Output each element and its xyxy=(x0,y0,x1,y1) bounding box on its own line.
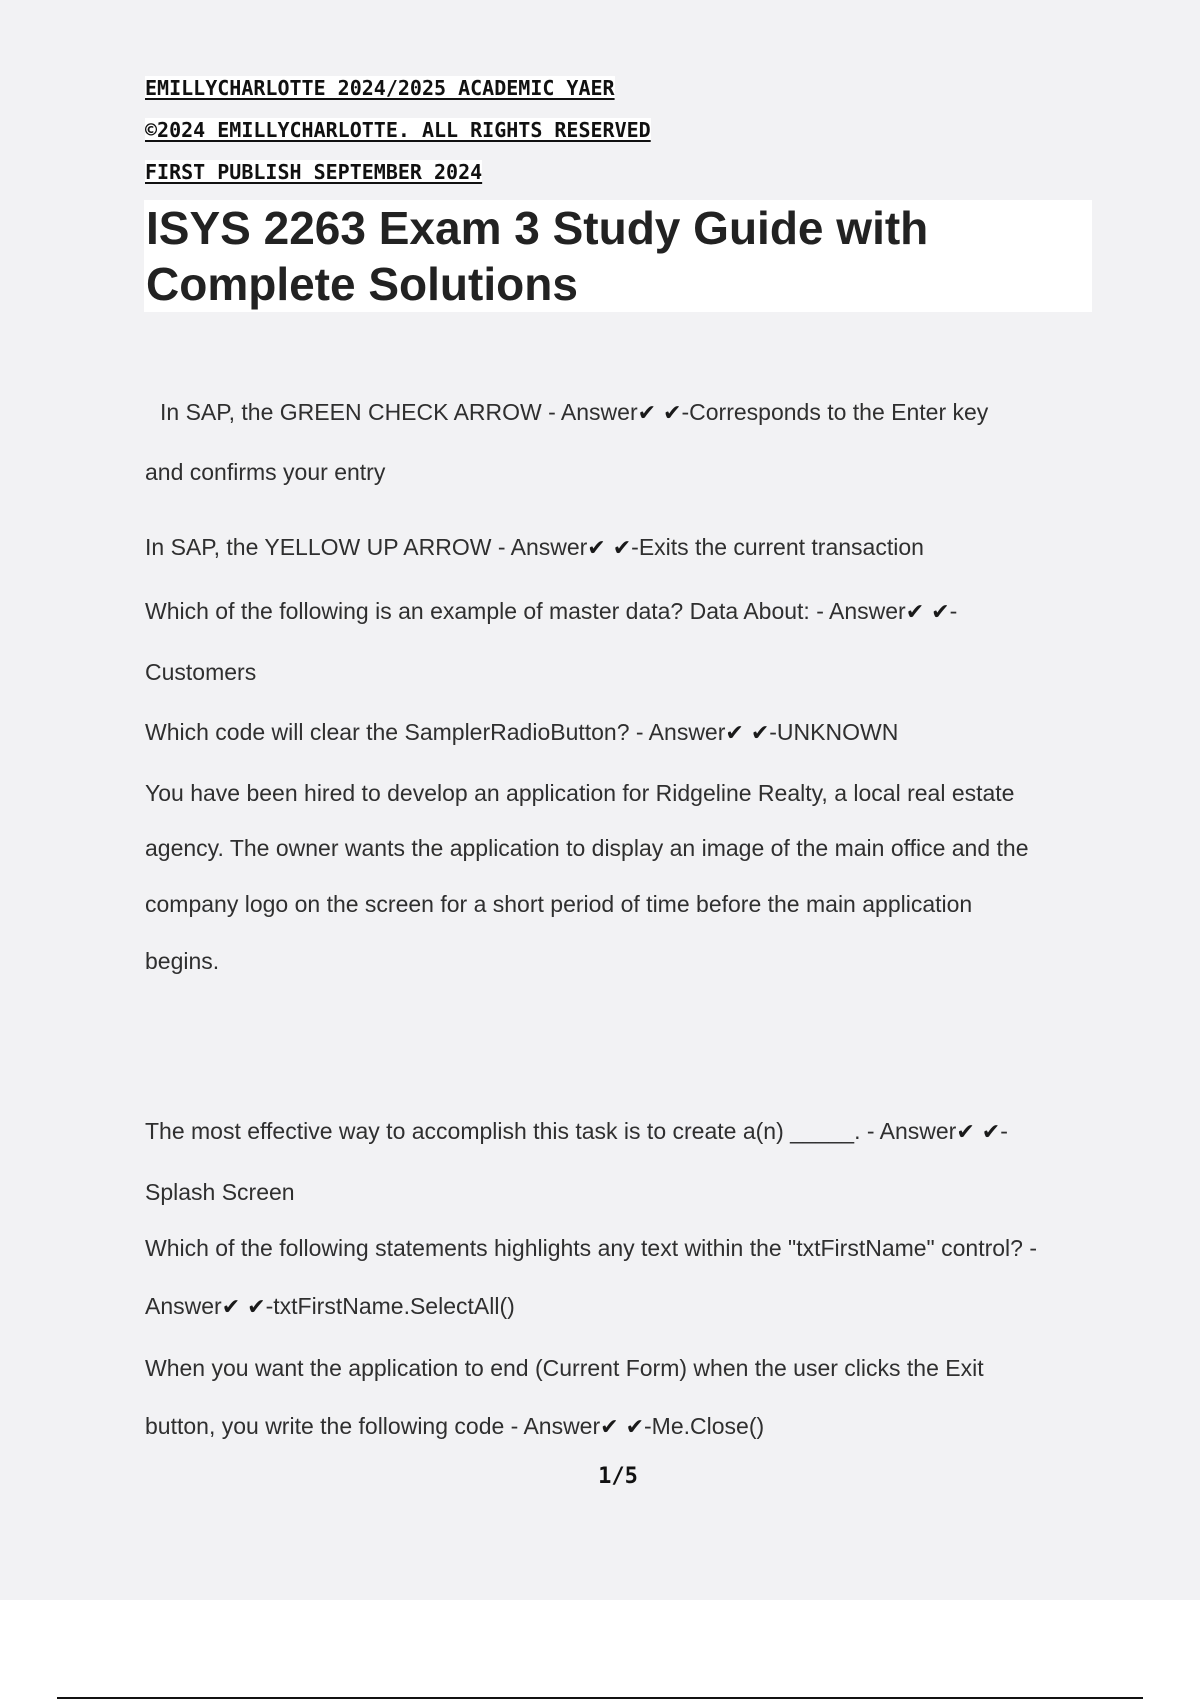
qa-question: The most effective way to accomplish this task is to create a(n) _____. - Answer xyxy=(145,1118,957,1144)
qa-item-5 xyxy=(145,1117,1008,1147)
paragraph-line-4: begins. xyxy=(145,948,220,974)
qa-question: In SAP, the YELLOW UP ARROW - Answer xyxy=(145,534,588,560)
check-icon: ✔ ✔ xyxy=(637,401,682,426)
qa-item-1-cont: and confirms your entry xyxy=(145,459,386,485)
page-number: 1/5 xyxy=(598,1464,638,1489)
qa-answer: - xyxy=(949,598,958,624)
qa-item-5-cont: Splash Screen xyxy=(145,1179,295,1205)
qa-answer-label: Answer xyxy=(145,1293,222,1319)
qa-item-3-cont: Customers xyxy=(145,659,257,685)
header-copyright: ©2024 EMILLYCHARLOTTE. ALL RIGHTS RESERVED xyxy=(145,118,651,142)
header-first-publish: FIRST PUBLISH SEPTEMBER 2024 xyxy=(145,160,483,184)
footer-divider xyxy=(57,1697,1143,1699)
check-icon: ✔ ✔ xyxy=(587,536,632,561)
check-icon: ✔ ✔ xyxy=(725,721,770,746)
check-icon: ✔ ✔ xyxy=(905,600,950,625)
header-academic-year: EMILLYCHARLOTTE 2024/2025 ACADEMIC YAER xyxy=(145,76,615,100)
qa-item-7: When you want the application to end (Current Form) when the user clicks the Exit xyxy=(145,1355,984,1381)
qa-item-3 xyxy=(145,597,957,627)
qa-answer: -Corresponds to the Enter key xyxy=(681,399,989,425)
title-line-2: Complete Solutions xyxy=(146,258,578,310)
qa-answer: - xyxy=(1000,1118,1008,1144)
paragraph-line-3: company logo on the screen for a short period of time before the main application xyxy=(145,891,973,917)
qa-item-6: Which of the following statements highlights any text within the "txtFirstName" control? - xyxy=(145,1235,1037,1261)
qa-item-2 xyxy=(145,533,924,563)
title-line-1: ISYS 2263 Exam 3 Study Guide with xyxy=(146,202,929,254)
check-icon: ✔ ✔ xyxy=(221,1295,266,1320)
qa-answer-label: button, you write the following code - Answer xyxy=(145,1413,601,1439)
paragraph-line-1: You have been hired to develop an application for Ridgeline Realty, a local real estate xyxy=(145,780,1015,806)
check-icon: ✔ ✔ xyxy=(956,1120,1001,1145)
check-icon: ✔ ✔ xyxy=(600,1415,645,1440)
qa-answer: -Me.Close() xyxy=(644,1413,765,1439)
qa-answer: -UNKNOWN xyxy=(769,719,899,745)
qa-item-7-cont xyxy=(145,1412,764,1442)
qa-answer: -Exits the current transaction xyxy=(631,534,924,560)
qa-question: In SAP, the GREEN CHECK ARROW - Answer xyxy=(160,399,638,425)
paragraph-line-2: agency. The owner wants the application to display an image of the main office and the xyxy=(145,835,1029,861)
qa-question: Which code will clear the SamplerRadioButton? - Answer xyxy=(145,719,726,745)
page-title xyxy=(144,200,1092,312)
qa-answer: -txtFirstName.SelectAll() xyxy=(265,1293,515,1319)
qa-item-4 xyxy=(145,718,898,748)
qa-item-1 xyxy=(160,398,988,428)
qa-item-6-cont xyxy=(145,1292,515,1322)
qa-question: Which of the following is an example of master data? Data About: - Answer xyxy=(145,598,906,624)
